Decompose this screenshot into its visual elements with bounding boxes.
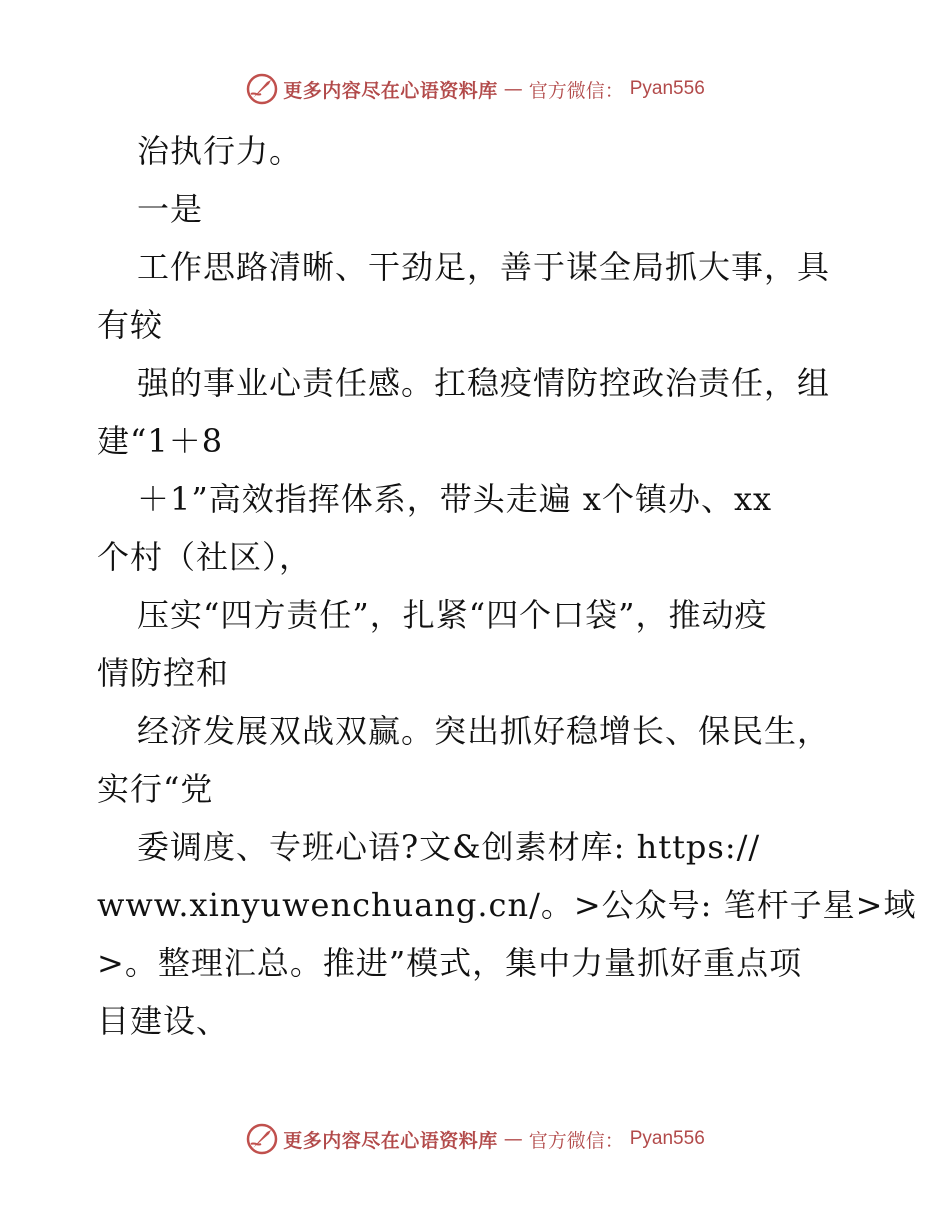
quill-logo-icon: [245, 1122, 279, 1156]
body-line: 压实“四方责任”，扎紧“四个口袋”，推动疫: [137, 596, 768, 634]
body-line: 经济发展双战双赢。突出抓好稳增长、保民生，: [137, 712, 831, 750]
footer-wechat-id: Pyan556: [629, 1128, 705, 1149]
body-line: >。整理汇总。推进”模式，集中力量抓好重点项: [97, 944, 803, 982]
body-line: ＋1”高效指挥体系，带头走遍 x个镇办、xx: [137, 480, 773, 518]
page-footer-watermark: [0, 1122, 950, 1156]
footer-brand: [245, 1122, 705, 1156]
body-line: 治执行力。: [137, 132, 303, 170]
body-line: 委调度、专班心语?文&创素材库: https://: [137, 828, 761, 866]
body-line: 强的事业心责任感。扛稳疫情防控政治责任，组: [137, 364, 831, 402]
body-line: 建“1＋8: [97, 422, 224, 460]
body-line: 工作思路清晰、干劲足，善于谋全局抓大事，具: [137, 248, 831, 286]
body-line: 目建设、: [97, 1002, 230, 1040]
body-line: www.xinyuwenchuang.cn/。>公众号: 笔杆子星>域: [97, 886, 917, 924]
header-wechat-id: Pyan556: [629, 78, 705, 99]
body-line: 个村（社区），: [97, 538, 313, 576]
footer-brand-text: 更多内容尽在心语资料库: [283, 1129, 498, 1152]
footer-dash: —: [503, 1128, 523, 1150]
body-line: 情防控和: [97, 654, 230, 692]
header-brand-text: 更多内容尽在心语资料库: [283, 79, 498, 102]
quill-logo-icon: [245, 72, 279, 106]
header-dash: —: [503, 78, 523, 100]
header-wechat-label: 官方微信：: [528, 79, 624, 102]
header-brand: [245, 72, 705, 106]
footer-wechat-label: 官方微信：: [528, 1129, 624, 1152]
body-line: 有较: [97, 306, 164, 344]
body-line: 实行“党: [97, 770, 214, 808]
body-line: 一是: [137, 190, 204, 228]
page-header-watermark: [0, 72, 950, 106]
document-body: [97, 122, 917, 1050]
